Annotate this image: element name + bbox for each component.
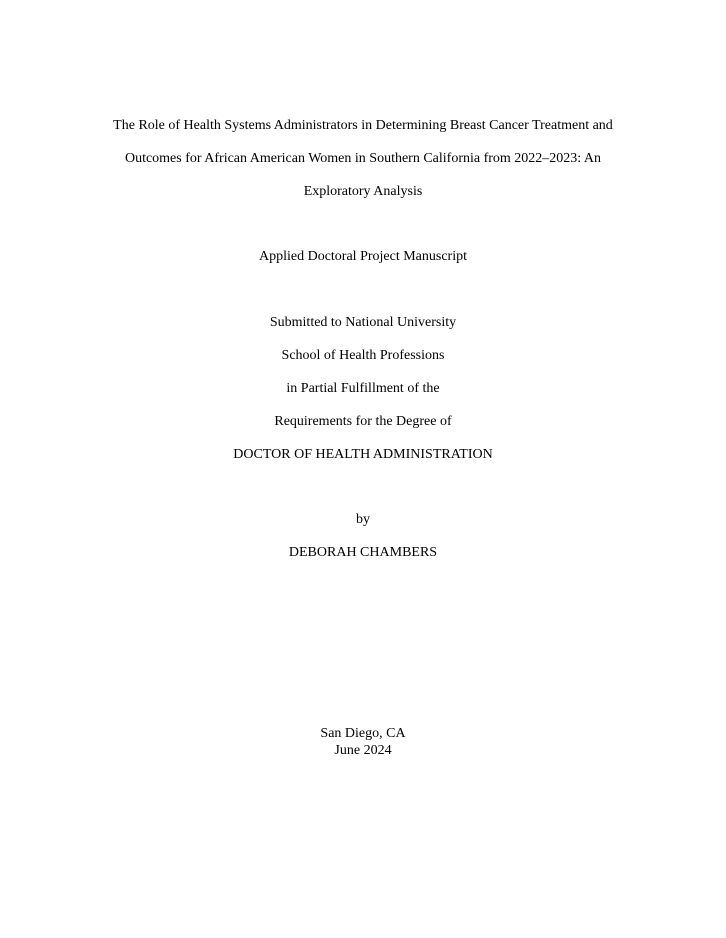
author-name: DEBORAH CHAMBERS: [288, 545, 438, 560]
title-line-3: Exploratory Analysis: [303, 184, 423, 199]
title-line-1: The Role of Health Systems Administrators in Determining Breast Cancer Treatment and: [113, 118, 613, 133]
by-label: by: [356, 512, 370, 527]
partial-fulfillment: in Partial Fulfillment of the: [286, 381, 440, 396]
degree-name: DOCTOR OF HEALTH ADMINISTRATION: [233, 447, 493, 462]
degree-requirements: Requirements for the Degree of: [274, 414, 452, 429]
title-line-2: Outcomes for African American Women in Southern California from 2022–2023: An: [124, 151, 602, 166]
document-type: Applied Doctoral Project Manuscript: [258, 249, 467, 264]
submitted-to: Submitted to National University: [269, 315, 457, 330]
school-name: School of Health Professions: [281, 348, 445, 363]
date: June 2024: [334, 743, 392, 758]
location: San Diego, CA: [320, 726, 406, 741]
